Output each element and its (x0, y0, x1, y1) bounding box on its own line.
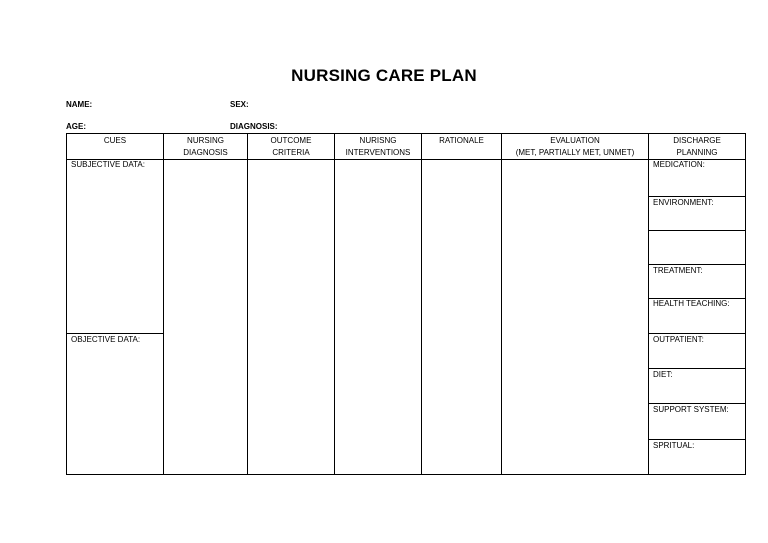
header-evaluation-line2: (MET, PARTIALLY MET, UNMET) (515, 148, 635, 157)
discharge-medication-label: MEDICATION: (653, 160, 705, 169)
discharge-diet-label: DIET: (653, 370, 673, 379)
header-discharge-line2: PLANNING (676, 148, 718, 157)
page-title: NURSING CARE PLAN (291, 66, 477, 85)
name-label: NAME: (66, 100, 93, 109)
diagnosis-label: DIAGNOSIS: (230, 122, 278, 131)
header-nursing-diagnosis (164, 135, 247, 159)
header-interventions-line2: INTERVENTIONS (345, 148, 411, 157)
subjective-data-label: SUBJECTIVE DATA: (71, 160, 145, 169)
header-outcome-criteria-line1: OUTCOME (270, 136, 312, 145)
header-interventions-line1: NURISNG (359, 136, 397, 145)
header-nursing-diagnosis-line1: NURSING (187, 136, 224, 145)
header-discharge-planning (649, 135, 745, 159)
table-border (67, 134, 746, 475)
header-evaluation-line1: EVALUATION (550, 136, 600, 145)
objective-data-label: OBJECTIVE DATA: (71, 335, 141, 344)
sex-label: SEX: (230, 100, 249, 109)
age-label: AGE: (66, 122, 86, 131)
header-rationale: RATIONALE (439, 136, 484, 145)
header-nursing-diagnosis-line2: DIAGNOSIS (183, 148, 228, 157)
header-discharge-line1: DISCHARGE (673, 136, 721, 145)
header-outcome-criteria (248, 135, 334, 159)
header-evaluation (502, 135, 648, 159)
discharge-spiritual-label: SPRITUAL: (653, 441, 695, 450)
discharge-health-teaching-label: HEALTH TEACHING: (653, 299, 730, 308)
discharge-environment-label: ENVIRONMENT: (653, 198, 714, 207)
discharge-treatment-label: TREATMENT: (653, 266, 703, 275)
header-outcome-criteria-line2: CRITERIA (272, 148, 310, 157)
header-interventions (335, 135, 421, 159)
header-cues: CUES (103, 136, 127, 145)
discharge-support-system-label: SUPPORT SYSTEM: (653, 405, 729, 414)
discharge-outpatient-label: OUTPATIENT: (653, 335, 704, 344)
